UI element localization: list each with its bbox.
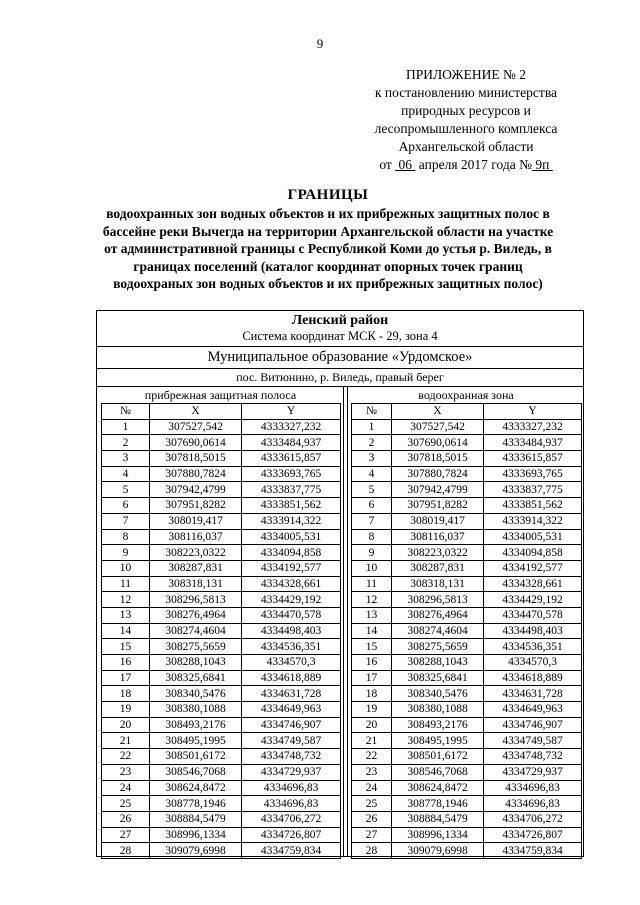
table-row	[102, 749, 341, 765]
table-row	[102, 670, 341, 686]
point-number: 22	[102, 749, 150, 765]
y-coordinate: 4334618,889	[242, 670, 341, 686]
x-coordinate: 308274,4604	[150, 623, 242, 639]
x-coordinate: 308778,1946	[392, 796, 484, 812]
y-coordinate: 4334429,192	[242, 592, 341, 608]
x-coordinate: 308274,4604	[392, 623, 484, 639]
y-coordinate: 4334470,578	[242, 607, 341, 623]
table-row	[352, 717, 582, 733]
point-number: 16	[352, 655, 392, 671]
x-coordinate: 308288,1043	[392, 655, 484, 671]
x-coordinate: 308340,5476	[392, 686, 484, 702]
y-coordinate: 4333914,322	[484, 513, 582, 529]
point-number: 6	[352, 498, 392, 514]
table-row	[352, 466, 582, 482]
point-number: 19	[102, 702, 150, 718]
table-row	[352, 764, 582, 780]
y-coordinate: 4334498,403	[484, 623, 582, 639]
table-row	[352, 780, 582, 796]
point-number: 9	[352, 545, 392, 561]
y-coordinate: 4333615,857	[484, 451, 582, 467]
y-coordinate: 4334498,403	[242, 623, 341, 639]
table-row	[102, 466, 341, 482]
table-row	[352, 670, 582, 686]
x-coordinate: 307880,7824	[150, 466, 242, 482]
y-coordinate: 4334726,807	[484, 827, 582, 843]
table-row	[352, 545, 582, 561]
coordinate-system: Система координат МСК - 29, зона 4	[242, 329, 438, 343]
y-coordinate: 4334536,351	[484, 639, 582, 655]
x-coordinate: 308116,037	[392, 529, 484, 545]
point-number: 28	[102, 843, 150, 859]
y-coordinate: 4334706,272	[484, 811, 582, 827]
x-coordinate: 307690,0614	[150, 435, 242, 451]
table-row	[352, 419, 582, 435]
table-row	[102, 811, 341, 827]
table-row	[352, 498, 582, 514]
x-coordinate: 308275,5659	[150, 639, 242, 655]
y-coordinate: 4334005,531	[484, 529, 582, 545]
table-row	[102, 733, 341, 749]
point-number: 15	[352, 639, 392, 655]
x-coordinate: 308501,6172	[392, 749, 484, 765]
x-coordinate: 308495,1995	[392, 733, 484, 749]
appendix-line: природных ресурсов и	[401, 103, 531, 118]
point-number: 3	[102, 451, 150, 467]
y-coordinate: 4334696,83	[242, 796, 341, 812]
point-number: 10	[352, 560, 392, 576]
table-row	[352, 560, 582, 576]
settlement-header: пос. Витюнино, р. Виледь, правый берег	[97, 369, 583, 387]
title-line: водоохранных зон водных объектов и их прибрежных защитных полос в	[106, 206, 550, 221]
column-header: Y	[484, 404, 582, 420]
point-number: 15	[102, 639, 150, 655]
y-coordinate: 4334649,963	[484, 702, 582, 718]
point-number: 23	[102, 764, 150, 780]
x-coordinate: 308380,1088	[392, 702, 484, 718]
y-coordinate: 4334328,661	[484, 576, 582, 592]
x-coordinate: 308296,5813	[392, 592, 484, 608]
point-number: 21	[102, 733, 150, 749]
coordinates-table	[96, 310, 584, 857]
point-number: 24	[352, 780, 392, 796]
table-row	[352, 623, 582, 639]
x-coordinate: 308546,7068	[392, 764, 484, 780]
x-coordinate: 307951,8282	[392, 498, 484, 514]
x-coordinate: 308287,831	[150, 560, 242, 576]
table-row	[352, 529, 582, 545]
y-coordinate: 4334759,834	[242, 843, 341, 859]
table-row	[102, 498, 341, 514]
point-number: 17	[352, 670, 392, 686]
point-number: 12	[352, 592, 392, 608]
title-heading: ГРАНИЦЫ	[287, 187, 369, 203]
point-number: 7	[352, 513, 392, 529]
point-number: 27	[102, 827, 150, 843]
x-coordinate: 308325,6841	[392, 670, 484, 686]
table-row	[352, 811, 582, 827]
title-line: бассейне реки Вычегда на территории Архангельской области на участке	[102, 223, 554, 239]
point-number: 23	[352, 764, 392, 780]
point-number: 14	[102, 623, 150, 639]
appendix-date	[346, 156, 586, 174]
column-header: №	[102, 404, 150, 420]
y-coordinate: 4334749,587	[484, 733, 582, 749]
point-number: 26	[352, 811, 392, 827]
x-coordinate: 308884,5479	[150, 811, 242, 827]
table-row	[102, 655, 341, 671]
appendix-line: к постановлению министерства	[374, 85, 558, 100]
point-number: 13	[102, 607, 150, 623]
y-coordinate: 4333693,765	[242, 466, 341, 482]
appendix-line: Архангельской области	[398, 139, 534, 154]
table-row	[352, 796, 582, 812]
y-coordinate: 4333851,562	[484, 498, 582, 514]
x-coordinate: 308318,131	[150, 576, 242, 592]
x-coordinate: 308624,8472	[392, 780, 484, 796]
table-row	[102, 780, 341, 796]
x-coordinate: 308884,5479	[392, 811, 484, 827]
table-row	[352, 482, 582, 498]
point-number: 20	[352, 717, 392, 733]
table-row	[352, 655, 582, 671]
table-row	[352, 592, 582, 608]
water-zone-table	[351, 387, 581, 859]
table-divider	[343, 387, 348, 856]
y-coordinate: 4334192,577	[242, 560, 341, 576]
x-coordinate: 307951,8282	[150, 498, 242, 514]
table-row	[102, 451, 341, 467]
date-rest: апреля 2017 года №	[418, 157, 532, 172]
point-number: 8	[352, 529, 392, 545]
y-coordinate: 4334749,587	[242, 733, 341, 749]
x-coordinate: 308287,831	[392, 560, 484, 576]
x-coordinate: 308288,1043	[150, 655, 242, 671]
table-row	[102, 482, 341, 498]
x-coordinate: 308778,1946	[150, 796, 242, 812]
column-header: X	[150, 404, 242, 420]
y-coordinate: 4334429,192	[484, 592, 582, 608]
table-row	[102, 639, 341, 655]
table-row	[102, 607, 341, 623]
x-coordinate: 308493,2176	[150, 717, 242, 733]
table-row	[102, 545, 341, 561]
table-row	[352, 435, 582, 451]
point-number: 20	[102, 717, 150, 733]
x-coordinate: 308276,4964	[150, 607, 242, 623]
x-coordinate: 308340,5476	[150, 686, 242, 702]
point-number: 26	[102, 811, 150, 827]
y-coordinate: 4334536,351	[242, 639, 341, 655]
table-row	[102, 419, 341, 435]
x-coordinate: 308495,1995	[150, 733, 242, 749]
y-coordinate: 4334696,83	[484, 780, 582, 796]
point-number: 13	[352, 607, 392, 623]
column-header: Y	[242, 404, 341, 420]
x-coordinate: 307527,542	[392, 419, 484, 435]
x-coordinate: 308501,6172	[150, 749, 242, 765]
x-coordinate: 308019,417	[150, 513, 242, 529]
point-number: 19	[352, 702, 392, 718]
x-coordinate: 308325,6841	[150, 670, 242, 686]
coastal-strip-table	[101, 387, 340, 859]
table-row	[102, 592, 341, 608]
point-number: 8	[102, 529, 150, 545]
point-number: 7	[102, 513, 150, 529]
point-number: 16	[102, 655, 150, 671]
y-coordinate: 4334192,577	[484, 560, 582, 576]
y-coordinate: 4334729,937	[484, 764, 582, 780]
table-row	[352, 686, 582, 702]
y-coordinate: 4334649,963	[242, 702, 341, 718]
table-row	[352, 639, 582, 655]
table-row	[102, 827, 341, 843]
point-number: 18	[102, 686, 150, 702]
appendix-title: ПРИЛОЖЕНИЕ № 2	[405, 67, 527, 82]
table-row	[352, 827, 582, 843]
x-coordinate: 308223,0322	[150, 545, 242, 561]
water-zone-caption: водоохранная зона	[418, 388, 514, 402]
y-coordinate: 4334470,578	[484, 607, 582, 623]
point-number: 2	[102, 435, 150, 451]
point-number: 18	[352, 686, 392, 702]
point-number: 17	[102, 670, 150, 686]
title-line: водоохраных зон водных объектов и их прибрежных защитных полос)	[113, 276, 543, 291]
appendix-line: лесопромышленного комплекса	[374, 121, 558, 136]
y-coordinate: 4333484,937	[484, 435, 582, 451]
y-coordinate: 4334618,889	[484, 670, 582, 686]
y-coordinate: 4334570,3	[242, 655, 341, 671]
y-coordinate: 4334729,937	[242, 764, 341, 780]
point-number: 6	[102, 498, 150, 514]
district-header	[97, 311, 583, 347]
x-coordinate: 308996,1334	[392, 827, 484, 843]
y-coordinate: 4333327,232	[242, 419, 341, 435]
x-coordinate: 307527,542	[150, 419, 242, 435]
point-number: 27	[352, 827, 392, 843]
x-coordinate: 308223,0322	[392, 545, 484, 561]
point-number: 2	[352, 435, 392, 451]
table-row	[102, 560, 341, 576]
y-coordinate: 4334746,907	[242, 717, 341, 733]
point-number: 5	[102, 482, 150, 498]
table-row	[102, 702, 341, 718]
y-coordinate: 4334706,272	[242, 811, 341, 827]
decree-number: 9п	[535, 157, 550, 172]
point-number: 4	[352, 466, 392, 482]
point-number: 12	[102, 592, 150, 608]
x-coordinate: 308296,5813	[150, 592, 242, 608]
table-row	[102, 435, 341, 451]
table-row	[102, 513, 341, 529]
y-coordinate: 4334631,728	[242, 686, 341, 702]
point-number: 28	[352, 843, 392, 859]
x-coordinate: 307690,0614	[392, 435, 484, 451]
x-coordinate: 308275,5659	[392, 639, 484, 655]
x-coordinate: 307818,5015	[392, 451, 484, 467]
point-number: 1	[352, 419, 392, 435]
table-row	[352, 451, 582, 467]
x-coordinate: 308276,4964	[392, 607, 484, 623]
coastal-header-row	[102, 404, 341, 420]
date-prefix: от	[379, 157, 392, 172]
point-number: 11	[102, 576, 150, 592]
table-row	[352, 843, 582, 859]
y-coordinate: 4333615,857	[242, 451, 341, 467]
y-coordinate: 4334759,834	[484, 843, 582, 859]
point-number: 24	[102, 780, 150, 796]
table-row	[352, 733, 582, 749]
x-coordinate: 307942,4799	[150, 482, 242, 498]
x-coordinate: 308380,1088	[150, 702, 242, 718]
x-coordinate: 307880,7824	[392, 466, 484, 482]
table-row	[102, 843, 341, 859]
x-coordinate: 308493,2176	[392, 717, 484, 733]
table-row	[102, 764, 341, 780]
point-number: 9	[102, 545, 150, 561]
y-coordinate: 4333327,232	[484, 419, 582, 435]
y-coordinate: 4333851,562	[242, 498, 341, 514]
water-header-row	[352, 404, 582, 420]
point-number: 22	[352, 749, 392, 765]
date-day: 06	[398, 157, 413, 172]
table-row	[102, 529, 341, 545]
x-coordinate: 308546,7068	[150, 764, 242, 780]
point-number: 25	[102, 796, 150, 812]
title-line: границах поселений (каталог координат опорных точек границ	[133, 258, 523, 274]
table-row	[352, 513, 582, 529]
y-coordinate: 4333914,322	[242, 513, 341, 529]
point-number: 5	[352, 482, 392, 498]
y-coordinate: 4333837,775	[242, 482, 341, 498]
point-number: 10	[102, 560, 150, 576]
table-row	[102, 686, 341, 702]
y-coordinate: 4334696,83	[242, 780, 341, 796]
y-coordinate: 4333693,765	[484, 466, 582, 482]
x-coordinate: 308019,417	[392, 513, 484, 529]
district-name: Ленский район	[291, 313, 389, 328]
y-coordinate: 4334631,728	[484, 686, 582, 702]
x-coordinate: 308624,8472	[150, 780, 242, 796]
coastal-strip-caption: прибрежная защитная полоса	[144, 388, 297, 402]
x-coordinate: 307942,4799	[392, 482, 484, 498]
y-coordinate: 4334748,732	[484, 749, 582, 765]
column-header: X	[392, 404, 484, 420]
point-number: 14	[352, 623, 392, 639]
point-number: 11	[352, 576, 392, 592]
x-coordinate: 309079,6998	[150, 843, 242, 859]
title-line: от административной границы с Республикой Коми до устья р. Виледь, в	[104, 241, 552, 256]
x-coordinate: 308318,131	[392, 576, 484, 592]
table-row	[102, 717, 341, 733]
point-number: 25	[352, 796, 392, 812]
document-title	[86, 185, 570, 293]
y-coordinate: 4334726,807	[242, 827, 341, 843]
point-number: 21	[352, 733, 392, 749]
y-coordinate: 4334748,732	[242, 749, 341, 765]
y-coordinate: 4334005,531	[242, 529, 341, 545]
table-row	[102, 623, 341, 639]
page-number: 9	[316, 36, 324, 51]
x-coordinate: 307818,5015	[150, 451, 242, 467]
x-coordinate: 308116,037	[150, 529, 242, 545]
table-row	[102, 576, 341, 592]
y-coordinate: 4333484,937	[242, 435, 341, 451]
table-row	[352, 749, 582, 765]
table-row	[352, 607, 582, 623]
appendix-block	[346, 66, 586, 174]
point-number: 1	[102, 419, 150, 435]
y-coordinate: 4334746,907	[484, 717, 582, 733]
municipality-header: Муниципальное образование «Урдомское»	[97, 347, 583, 369]
y-coordinate: 4334094,858	[242, 545, 341, 561]
point-number: 4	[102, 466, 150, 482]
table-row	[352, 702, 582, 718]
x-coordinate: 308996,1334	[150, 827, 242, 843]
point-number: 3	[352, 451, 392, 467]
y-coordinate: 4334094,858	[484, 545, 582, 561]
y-coordinate: 4334570,3	[484, 655, 582, 671]
y-coordinate: 4334696,83	[484, 796, 582, 812]
table-row	[352, 576, 582, 592]
x-coordinate: 309079,6998	[392, 843, 484, 859]
y-coordinate: 4333837,775	[484, 482, 582, 498]
table-row	[102, 796, 341, 812]
column-header: №	[352, 404, 392, 420]
y-coordinate: 4334328,661	[242, 576, 341, 592]
